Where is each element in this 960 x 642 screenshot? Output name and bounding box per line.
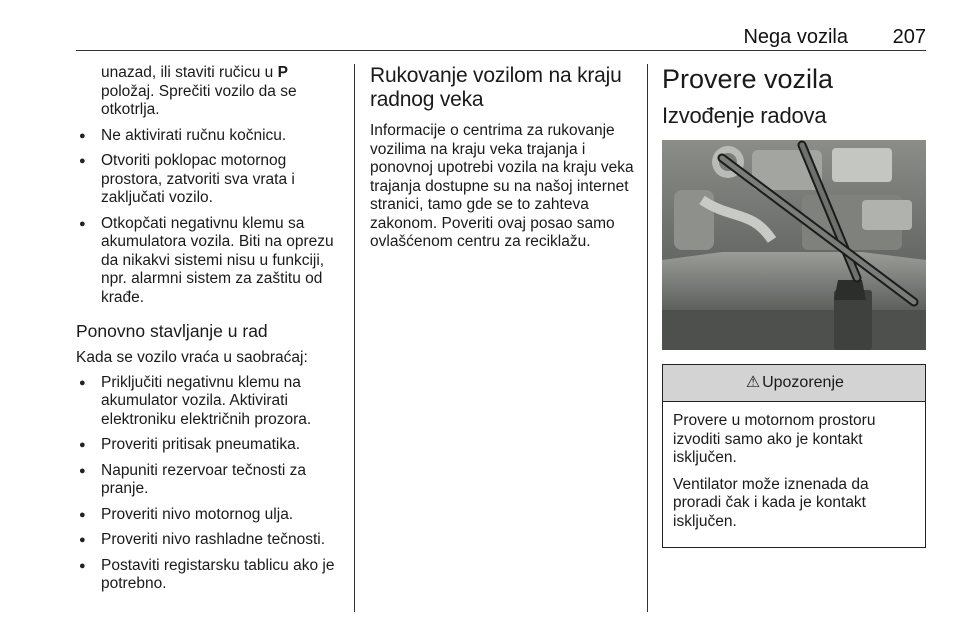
section-heading-end-of-life: Rukovanje vozilom na kraju radnog veka (370, 64, 622, 111)
page-number: 207 (892, 26, 926, 48)
warning-box (662, 364, 926, 548)
warning-header (663, 365, 925, 402)
list-item: ● Proveriti pritisak pneumatika. (76, 436, 342, 455)
subsection-title: Izvođenje radova (662, 103, 827, 128)
list-item: ● Proveriti nivo rashladne tečnosti. (76, 531, 342, 550)
engine-bay-photo (662, 140, 926, 350)
list-item: ● Otkopčati negativnu klemu sa akumulatora vozila. Biti na oprezu da nikakvi sistemi nisu u funkciji, npr. alarmni sistem za zaštitu od krađe. (76, 215, 342, 308)
warning-body (663, 402, 925, 547)
list-item: ● Proveriti nivo motornog ulja. (76, 506, 342, 525)
list-item: ● Otvoriti poklopac motornog prostora, zatvoriti sva vrata i zaključati vozilo. (76, 152, 342, 208)
column-divider-2 (647, 64, 648, 612)
warning-paragraph-1: Provere u motornom prostoru izvoditi samo ako je kontakt isključen. (673, 412, 876, 466)
engine-bay-illustration (662, 140, 926, 350)
cont-text-b: položaj. Sprečiti vozilo da se otkotrlja. (101, 82, 297, 118)
section-heading-recommission: Ponovno stavljanje u rad (76, 321, 268, 341)
list-item: ● Ne aktivirati ručnu kočnicu. (76, 127, 342, 146)
column-3 (662, 64, 926, 548)
list-item: ● Postaviti registarsku tablicu ako je potrebno. (76, 557, 342, 594)
warning-triangle-icon: ⚠ (745, 374, 761, 391)
gear-position-p: P (277, 64, 288, 81)
column-divider-1 (354, 64, 355, 612)
section-title: Nega vozila (743, 26, 848, 48)
end-of-life-body: Informacije o centrima za rukovanje vozilima na kraju veka trajanja i ponovnoj upotrebi vozila na kraju veka trajanja dostupne su na našoj internet stranici, tamo gde se to zahteva zakonom. Poveriti ovaj posao samo ovlašćenom centru za reciklažu. (370, 122, 634, 250)
continued-paragraph (76, 64, 342, 120)
warning-paragraph-2: Ventilator može iznenada da proradi čak i kada je kontakt isključen. (673, 475, 869, 530)
intro-text: Kada se vozilo vraća u saobraćaj: (76, 349, 308, 366)
column-1 (76, 64, 342, 601)
bullet-list-2 (76, 374, 342, 594)
list-item: ● Napuniti rezervoar tečnosti za pranje. (76, 462, 342, 499)
cont-text-a: unazad, ili staviti ručicu u (101, 64, 278, 81)
chapter-title: Provere vozila (662, 64, 834, 94)
column-2 (370, 64, 634, 252)
bullet-list-1 (76, 127, 342, 308)
warning-title: Upozorenje (762, 374, 844, 391)
page-header (76, 22, 926, 51)
list-item: ● Priključiti negativnu klemu na akumulator vozila. Aktivirati elektroniku električnih prozora. (76, 374, 342, 430)
